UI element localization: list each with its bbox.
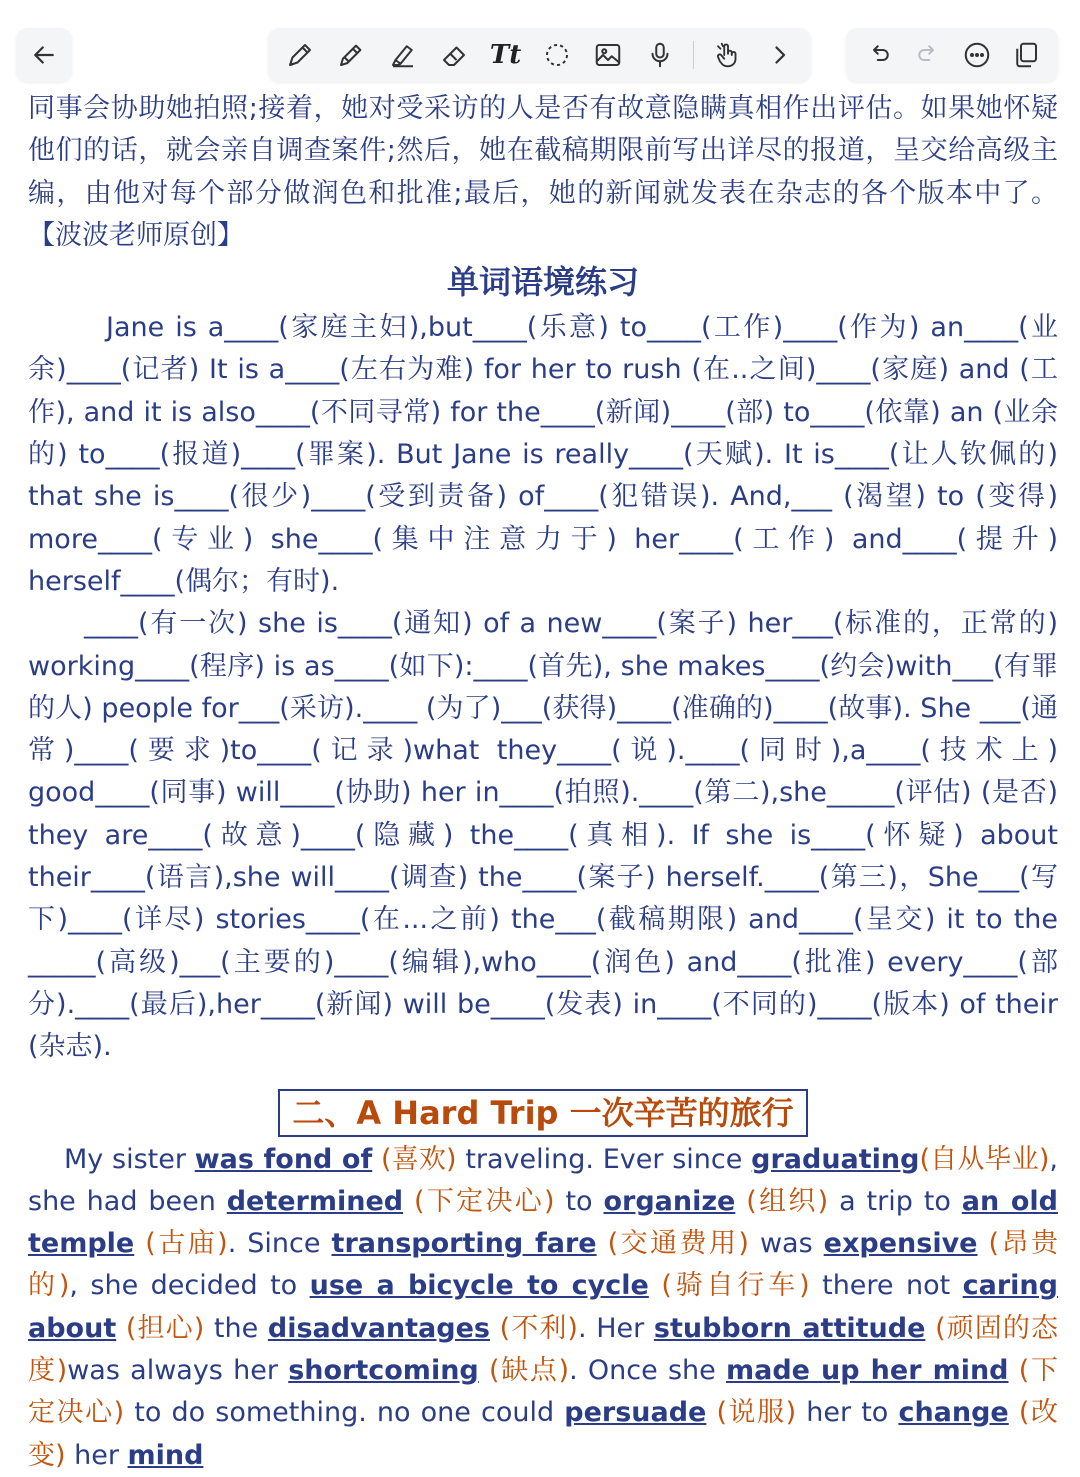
story-text <box>706 1397 716 1428</box>
pen-icon[interactable] <box>282 37 318 73</box>
document-page <box>28 88 1058 1477</box>
story-text: her to <box>796 1397 899 1429</box>
story-text: there not <box>809 1270 963 1302</box>
pencil-icon[interactable] <box>333 37 369 73</box>
exercise-paragraph-2: ____(有一次) she is____(通知) of a new____(案子) her___(标准的，正常的) working____(程序) is as____(如下):____(首先), she makes____(约会)with___(有罪的人) people for___(采访).____ (为了)___(获得)____(准确的)____(故事). She ___(通常)____(要求)to____(记录)what they____(说).____(同时),a____(技术上) good____(同事) will____(协助) her in____(拍照).____(第二),she_____(评估) (是否) they are____(故意)____(隐藏) the____(真相). If she is____(怀疑) about their____(语言),she will____(调查) the____(案子) herself.____(第三)，She___(写下)____(详尽) stories____(在...之前) the___(截稿期限) and____(呈交) it to the _____(高级)___(主要的)____(编辑),who____(润色) and____(批准) every____(部分).____(最后),her____(新闻) will be____(发表) in____(不同的)____(版本) of their (杂志). <box>28 608 1058 1063</box>
keyword-phrase: was fond of <box>194 1143 373 1175</box>
section-title-wrap <box>28 1089 1058 1137</box>
chevron-right-icon[interactable] <box>761 37 797 73</box>
story-text: her <box>65 1439 128 1471</box>
keyword-phrase: an old temple <box>28 1185 1059 1260</box>
redo-icon[interactable] <box>910 37 946 73</box>
intro-paragraph: 同事会协助她拍照;接着，她对受采访的人是否有故意隐瞒真相作出评估。如果她怀疑他们的话，就会亲自调查案件;然后，她在截稿期限前写出详尽的报道，呈交给高级主编，由他对每个部分做润色和批准;最后，她的新闻就发表在杂志的各个版本中了。 【波波老师原创】 <box>28 93 1058 251</box>
keyword-phrase: caring about <box>28 1270 1058 1344</box>
story-text: was always her <box>67 1355 289 1387</box>
keyword-phrase: made up her mind <box>726 1355 1009 1387</box>
chinese-gloss: (不利) <box>499 1312 578 1344</box>
chinese-gloss: (下定决心) <box>28 1355 1058 1429</box>
chinese-gloss: (说服) <box>716 1397 797 1429</box>
story-text: , she decided to <box>69 1270 310 1302</box>
story-text <box>649 1270 661 1301</box>
story-text <box>978 1228 989 1259</box>
story-text: the <box>204 1312 268 1344</box>
chinese-gloss: (古庙) <box>145 1228 228 1260</box>
chinese-gloss: (自从毕业) <box>919 1143 1050 1175</box>
keyword-phrase: persuade <box>564 1397 707 1429</box>
eraser-icon[interactable] <box>436 37 472 73</box>
story-text <box>1009 1355 1019 1386</box>
story-text <box>1009 1397 1019 1428</box>
story-text <box>116 1313 126 1344</box>
story-text: My sister <box>64 1143 195 1175</box>
keyword-phrase: disadvantages <box>267 1312 490 1344</box>
exercise-paragraph-1: Jane is a____(家庭主妇),but____(乐意) to____(工作)____(作为) an____(业余)____(记者) It is a____(左右为难) for her to rush (在..之间)____(家庭) and (工作), and it is also____(不同寻常) for the____(新闻)____(部) to____(依靠) an (业余的) to____(报道)____(罪案). But Jane is really____(天赋). It is____(让人钦佩的) that she is____(很少)____(受到责备) of____(犯错误). And,___ (渴望) to (变得) more____(专业) she____(集中注意力于) her____(工作) and____(提升) herself____(偶尔；有时). <box>28 312 1058 597</box>
back-group <box>16 28 72 82</box>
story-text: . Her <box>577 1312 654 1344</box>
story-text: a trip to <box>828 1185 962 1217</box>
story-text <box>479 1355 489 1386</box>
lasso-icon[interactable] <box>539 37 575 73</box>
keyword-phrase: shortcoming <box>288 1355 479 1387</box>
image-icon[interactable] <box>590 37 626 73</box>
story-text: . Since <box>227 1228 332 1260</box>
story-text <box>403 1186 414 1217</box>
undo-icon[interactable] <box>861 37 897 73</box>
highlighter-icon[interactable] <box>385 37 421 73</box>
chinese-gloss: (顽固的态度) <box>28 1312 1058 1387</box>
story-text: traveling. Ever since <box>456 1143 752 1175</box>
keyword-phrase: transporting fare <box>331 1228 597 1260</box>
story-text <box>925 1313 935 1344</box>
chinese-gloss: (组织) <box>746 1185 829 1217</box>
back-arrow-icon[interactable] <box>26 37 62 73</box>
touch-hand-icon[interactable] <box>710 37 746 73</box>
keyword-phrase: use a bicycle to cycle <box>309 1270 649 1302</box>
keyword-phrase: determined <box>226 1185 404 1217</box>
chinese-gloss: (昂贵的) <box>28 1228 1058 1302</box>
story-text: to do something. no one could <box>124 1397 565 1429</box>
section-title-hard-trip: 二、A Hard Trip 一次辛苦的旅行 <box>278 1089 807 1137</box>
chinese-gloss: (交通费用) <box>607 1228 749 1260</box>
chinese-gloss: (缺点) <box>489 1355 570 1387</box>
keyword-phrase: graduating <box>751 1143 920 1175</box>
more-icon[interactable] <box>959 37 995 73</box>
tools-toolbar <box>268 28 811 82</box>
story-text <box>490 1313 500 1344</box>
story-text: . Once she <box>569 1355 726 1387</box>
actions-toolbar <box>846 28 1058 82</box>
pages-icon[interactable] <box>1008 37 1044 73</box>
keyword-phrase: mind <box>127 1439 204 1471</box>
microphone-icon[interactable] <box>642 37 678 73</box>
story-text: to <box>554 1185 604 1217</box>
story-text: , she had been <box>28 1143 1058 1217</box>
text-tool-label: Tt <box>489 40 522 70</box>
story-text <box>735 1186 746 1217</box>
section-heading-word-practice: 单词语境练习 <box>446 263 639 302</box>
keyword-phrase: expensive <box>823 1228 978 1260</box>
toolbar-divider <box>693 41 694 69</box>
chinese-gloss: (骑自行车) <box>661 1270 810 1302</box>
chinese-gloss: (担心) <box>125 1312 205 1344</box>
keyword-phrase: organize <box>603 1185 736 1217</box>
chinese-gloss: (改变) <box>28 1397 1058 1471</box>
text-tool-icon[interactable] <box>488 37 524 73</box>
chinese-gloss: (喜欢) <box>381 1143 457 1175</box>
story-text: was <box>748 1228 824 1260</box>
keyword-phrase: change <box>898 1397 1009 1429</box>
story-paragraph <box>28 1139 1058 1477</box>
story-text <box>372 1144 381 1175</box>
chinese-gloss: (下定决心) <box>414 1185 555 1217</box>
keyword-phrase: stubborn attitude <box>653 1312 926 1344</box>
story-text <box>134 1228 145 1259</box>
story-text <box>597 1228 608 1259</box>
